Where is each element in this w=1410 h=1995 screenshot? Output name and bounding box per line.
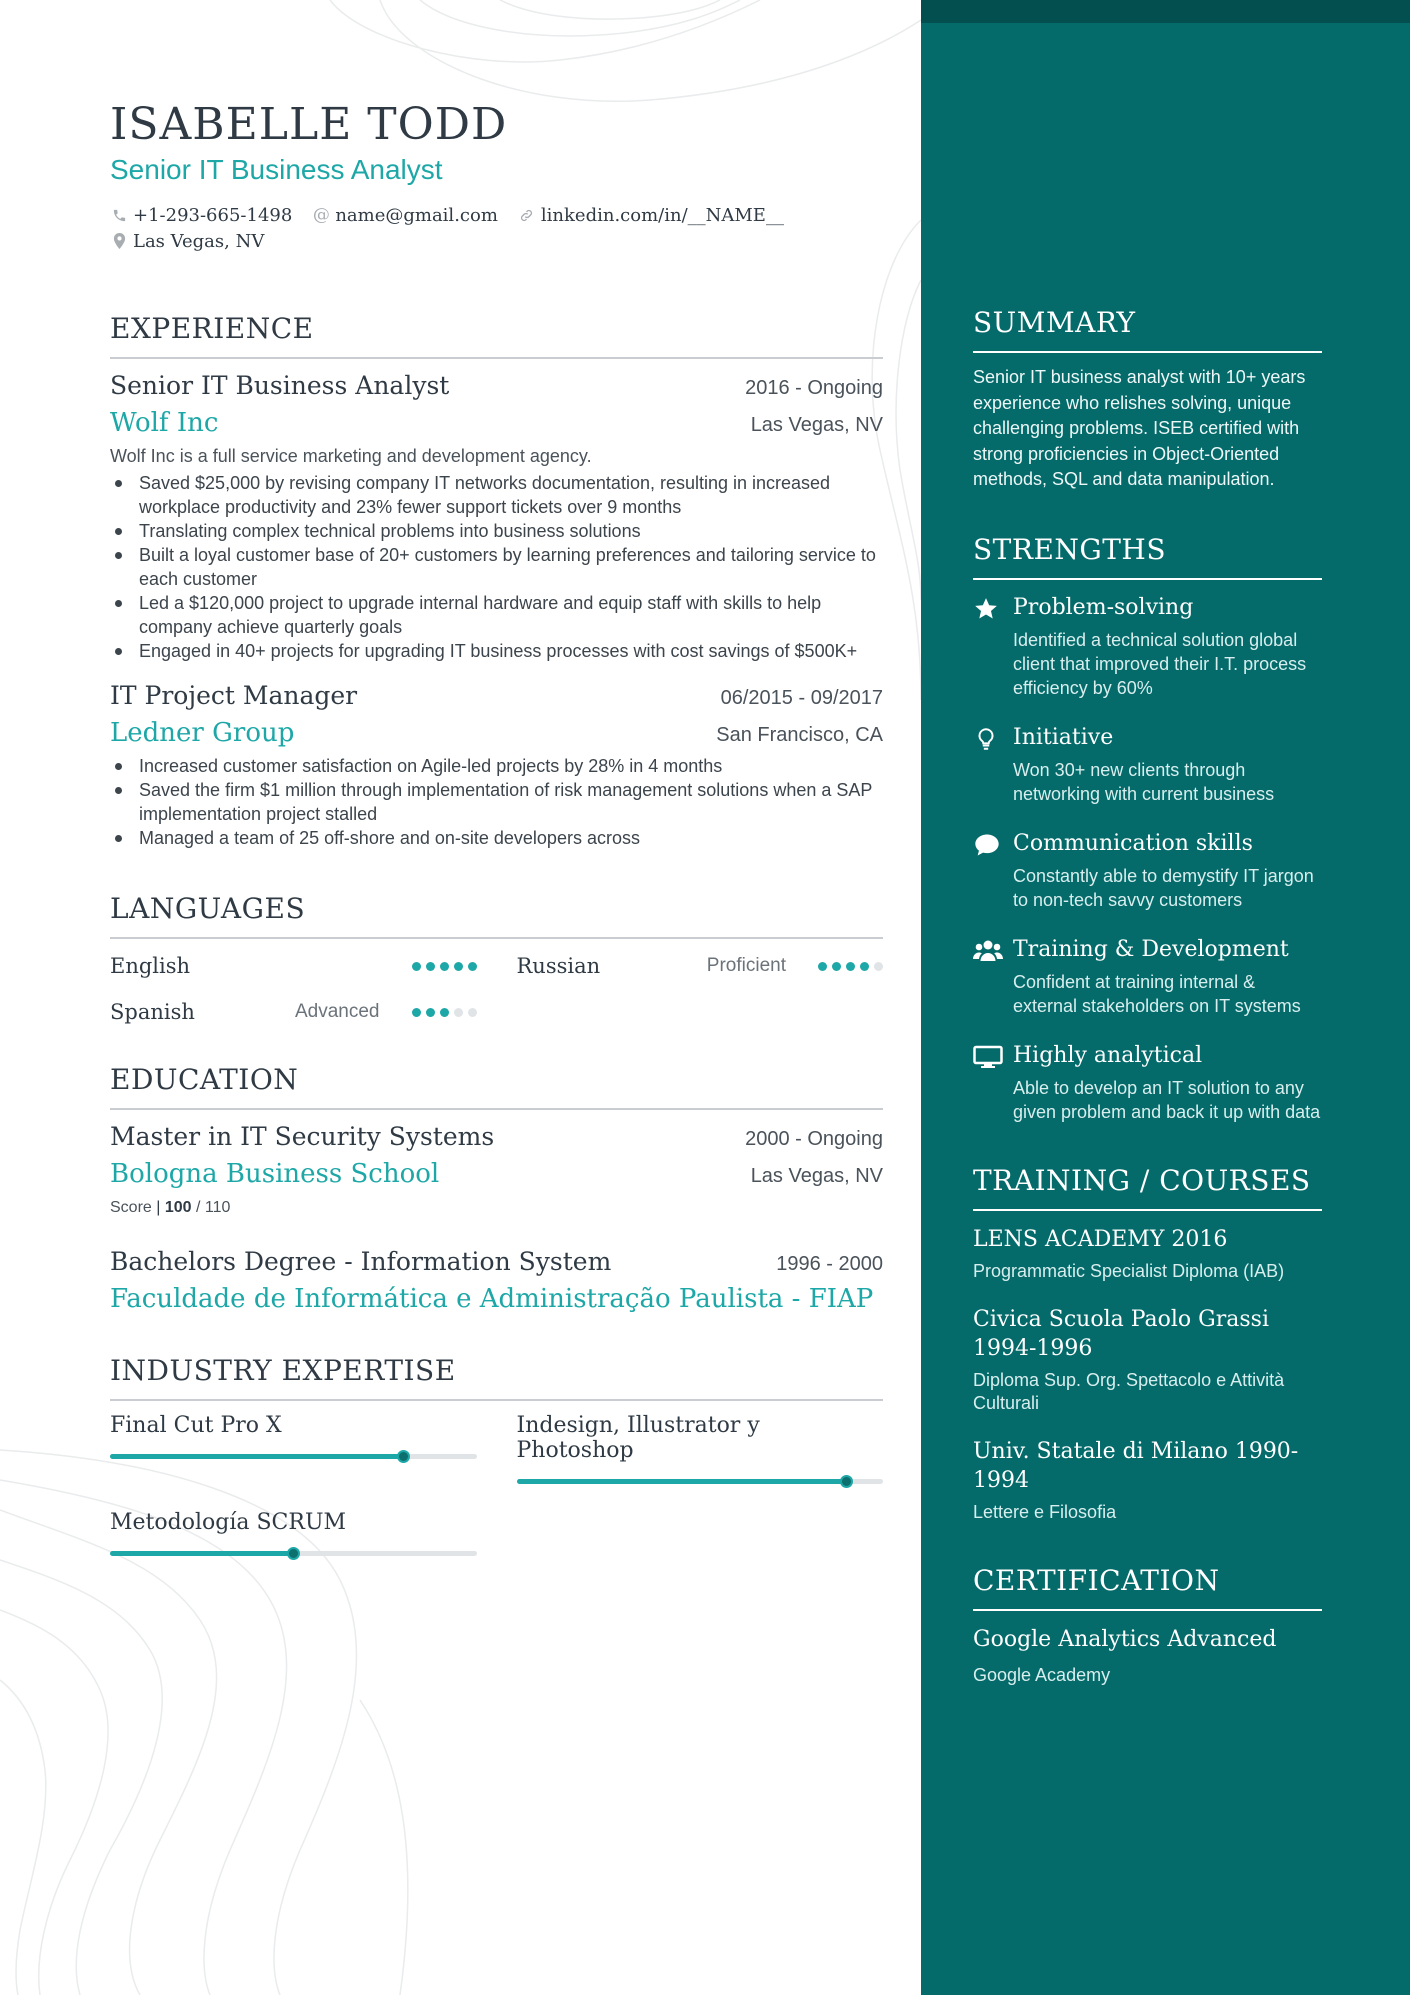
rating-dot: [454, 1008, 463, 1017]
school-name: Bologna Business School: [110, 1159, 440, 1189]
expertise-bar: [110, 1454, 477, 1459]
job-title: Senior IT Business Analyst: [110, 371, 450, 400]
summary-text: Senior IT business analyst with 10+ years experience who relishes solving, unique challenging problems. ISEB certified with strong proficiencies in Object-Oriented methods, SQL and data manipulation.: [973, 367, 1306, 489]
strength-title: Highly analytical: [1013, 1042, 1203, 1068]
strength-item: [973, 722, 1322, 806]
main-column: [110, 100, 883, 1556]
strength-title: Training & Development: [1013, 936, 1289, 962]
language-rating: [412, 962, 477, 971]
candidate-role: Senior IT Business Analyst: [110, 154, 443, 185]
expertise-bar-fill: [517, 1479, 847, 1484]
strength-description: Won 30+ new clients through networking with current business: [1013, 759, 1275, 804]
language-name: Russian: [516, 954, 601, 978]
experience-section: [110, 312, 883, 850]
strength-description: Able to develop an IT solution to any given problem and back it up with data: [1013, 1077, 1321, 1122]
phone-text: +1-293-665-1498: [133, 204, 293, 226]
score-label: Score: [110, 1199, 152, 1216]
rating-dot: [874, 962, 883, 971]
expertise-item: [517, 1413, 884, 1484]
expertise-name: Metodología SCRUM: [110, 1510, 347, 1535]
certification-issuer: Google Academy: [973, 1664, 1111, 1685]
school-location: Las Vegas, NV: [750, 1165, 883, 1187]
languages-title: LANGUAGES: [110, 892, 883, 939]
job-bullets: [110, 754, 883, 850]
email-text: name@gmail.com: [335, 204, 498, 226]
speech-bubble-icon: [973, 828, 1013, 912]
candidate-name: ISABELLE TODD: [110, 99, 508, 150]
sidebar-top-band: [921, 0, 1410, 23]
contact-info: [110, 202, 883, 254]
bullet-item: Led a $120,000 project to upgrade internal hardware and equip staff with skills to help company achieve quarterly goals: [110, 591, 883, 639]
certification-title: CERTIFICATION: [973, 1564, 1322, 1611]
expertise-bar-knob: [287, 1547, 300, 1560]
expertise-item: [110, 1413, 477, 1484]
strengths-title: STRENGTHS: [973, 533, 1322, 580]
language-item: [110, 995, 477, 1029]
strength-item: [973, 1040, 1322, 1124]
lightbulb-icon: [973, 722, 1013, 806]
experience-title: EXPERIENCE: [110, 312, 883, 359]
job-location: San Francisco, CA: [716, 724, 883, 746]
score: Score | 100 / 110: [110, 1199, 231, 1216]
bullet-item: Saved $25,000 by revising company IT networks documentation, resulting in increased workplace productivity and 23% fewer support tickets over 9 months: [110, 471, 883, 519]
bullet-item: Translating complex technical problems into business solutions: [110, 519, 883, 543]
sidebar: [921, 0, 1410, 1995]
bullet-item: Saved the firm $1 million through implementation of risk management solutions when a SAP implementation project stalled: [110, 778, 883, 826]
rating-dot: [454, 962, 463, 971]
strengths-section: [973, 533, 1322, 1124]
expertise-section: [110, 1354, 883, 1556]
expertise-title: INDUSTRY EXPERTISE: [110, 1354, 883, 1401]
course-item: [973, 1305, 1322, 1415]
job-date: 06/2015 - 09/2017: [720, 687, 883, 709]
course-title: LENS ACADEMY 2016: [973, 1226, 1228, 1252]
job-entry: [110, 371, 883, 663]
expertise-name: Final Cut Pro X: [110, 1413, 282, 1438]
education-entry: [110, 1122, 883, 1217]
certification-section: [973, 1564, 1322, 1687]
star-icon: [973, 592, 1013, 700]
location-text: Las Vegas, NV: [133, 230, 265, 252]
summary-title: SUMMARY: [973, 306, 1322, 353]
expertise-bar-fill: [110, 1454, 403, 1459]
phone-icon: [110, 206, 128, 224]
rating-dot: [412, 962, 421, 971]
training-title: TRAINING / COURSES: [973, 1164, 1322, 1211]
bullet-item: Engaged in 40+ projects for upgrading IT business processes with cost savings of $500K+: [110, 639, 883, 663]
language-rating: [818, 962, 883, 971]
language-name: English: [110, 954, 191, 978]
link-icon: [518, 206, 536, 224]
job-bullets: [110, 471, 883, 663]
contact-linkedin[interactable]: [518, 205, 784, 226]
linkedin-text: linkedin.com/in/__NAME__: [540, 204, 784, 226]
rating-dot: [832, 962, 841, 971]
bullet-item: Built a loyal customer base of 20+ customers by learning preferences and tailoring service to each customer: [110, 543, 883, 591]
contact-location: [110, 231, 264, 252]
languages-section: [110, 892, 883, 1029]
location-pin-icon: [110, 232, 128, 250]
contact-email[interactable]: [312, 205, 498, 226]
course-description: Diploma Sup. Org. Spettacolo e Attività Culturali: [973, 1369, 1285, 1413]
language-rating: [412, 1008, 477, 1017]
rating-dot: [846, 962, 855, 971]
degree-title: Bachelors Degree - Information System: [110, 1247, 612, 1276]
bullet-item: Managed a team of 25 off-shore and on-site developers across: [110, 826, 883, 850]
certification-name: Google Analytics Advanced: [973, 1626, 1277, 1652]
course-description: Programmatic Specialist Diploma (IAB): [973, 1260, 1285, 1281]
score-value: 100: [164, 1199, 192, 1216]
course-description: Lettere e Filosofia: [973, 1501, 1117, 1522]
course-item: [973, 1225, 1322, 1283]
job-title: IT Project Manager: [110, 681, 358, 710]
score-max: / 110: [196, 1199, 231, 1216]
strength-description: Confident at training internal & external stakeholders on IT systems: [1013, 971, 1301, 1016]
degree-title: Master in IT Security Systems: [110, 1122, 495, 1151]
strength-item: [973, 592, 1322, 700]
expertise-name: Indesign, Illustrator y Photoshop: [516, 1413, 760, 1463]
language-level: Proficient: [706, 955, 786, 976]
expertise-bar-knob: [397, 1450, 410, 1463]
expertise-item: [110, 1510, 477, 1556]
strength-item: [973, 828, 1322, 912]
job-description: Wolf Inc is a full service marketing and development agency.: [110, 446, 592, 466]
rating-dot: [440, 1008, 449, 1017]
strength-description: Identified a technical solution global client that improved their I.T. process efficiency by 60%: [1013, 629, 1307, 698]
training-section: [973, 1164, 1322, 1524]
sidebar-content: [973, 306, 1322, 1687]
expertise-bar: [517, 1479, 884, 1484]
job-entry: [110, 681, 883, 850]
at-icon: @: [312, 205, 330, 225]
degree-date: 1996 - 2000: [776, 1253, 883, 1275]
course-title: Civica Scuola Paolo Grassi 1994-1996: [973, 1306, 1269, 1361]
rating-dot: [468, 962, 477, 971]
summary-section: [973, 306, 1322, 493]
rating-dot: [860, 962, 869, 971]
language-name: Spanish: [110, 1000, 195, 1024]
expertise-bar: [110, 1551, 477, 1556]
rating-dot: [468, 1008, 477, 1017]
expertise-bar-knob: [840, 1475, 853, 1488]
job-location: Las Vegas, NV: [750, 414, 883, 436]
job-company: Wolf Inc: [110, 408, 219, 438]
language-item: [110, 949, 477, 983]
bullet-item: Increased customer satisfaction on Agile-led projects by 28% in 4 months: [110, 754, 883, 778]
job-date: 2016 - Ongoing: [745, 377, 883, 399]
users-icon: [973, 934, 1013, 1018]
strength-title: Communication skills: [1013, 830, 1253, 856]
education-entry: [110, 1247, 883, 1314]
school-name: Faculdade de Informática e Administração Paulista - FIAP: [110, 1284, 874, 1314]
course-item: [973, 1437, 1322, 1524]
strength-title: Problem-solving: [1013, 594, 1194, 620]
language-item: [517, 949, 884, 983]
education-title: EDUCATION: [110, 1063, 883, 1110]
degree-date: 2000 - Ongoing: [745, 1128, 883, 1150]
contact-phone[interactable]: [110, 205, 292, 226]
language-level: Advanced: [294, 1001, 380, 1022]
rating-dot: [440, 962, 449, 971]
strength-description: Constantly able to demystify IT jargon to non-tech savvy customers: [1013, 865, 1314, 910]
course-title: Univ. Statale di Milano 1990-1994: [973, 1438, 1299, 1493]
rating-dot: [426, 1008, 435, 1017]
job-company: Ledner Group: [110, 718, 295, 748]
languages-list: [110, 949, 883, 1029]
rating-dot: [412, 1008, 421, 1017]
expertise-list: [110, 1413, 883, 1556]
expertise-bar-fill: [110, 1551, 293, 1556]
certification-item: [973, 1625, 1322, 1687]
education-section: [110, 1063, 883, 1314]
strength-item: [973, 934, 1322, 1018]
strength-title: Initiative: [1013, 724, 1114, 750]
rating-dot: [426, 962, 435, 971]
monitor-icon: [973, 1040, 1013, 1124]
rating-dot: [818, 962, 827, 971]
